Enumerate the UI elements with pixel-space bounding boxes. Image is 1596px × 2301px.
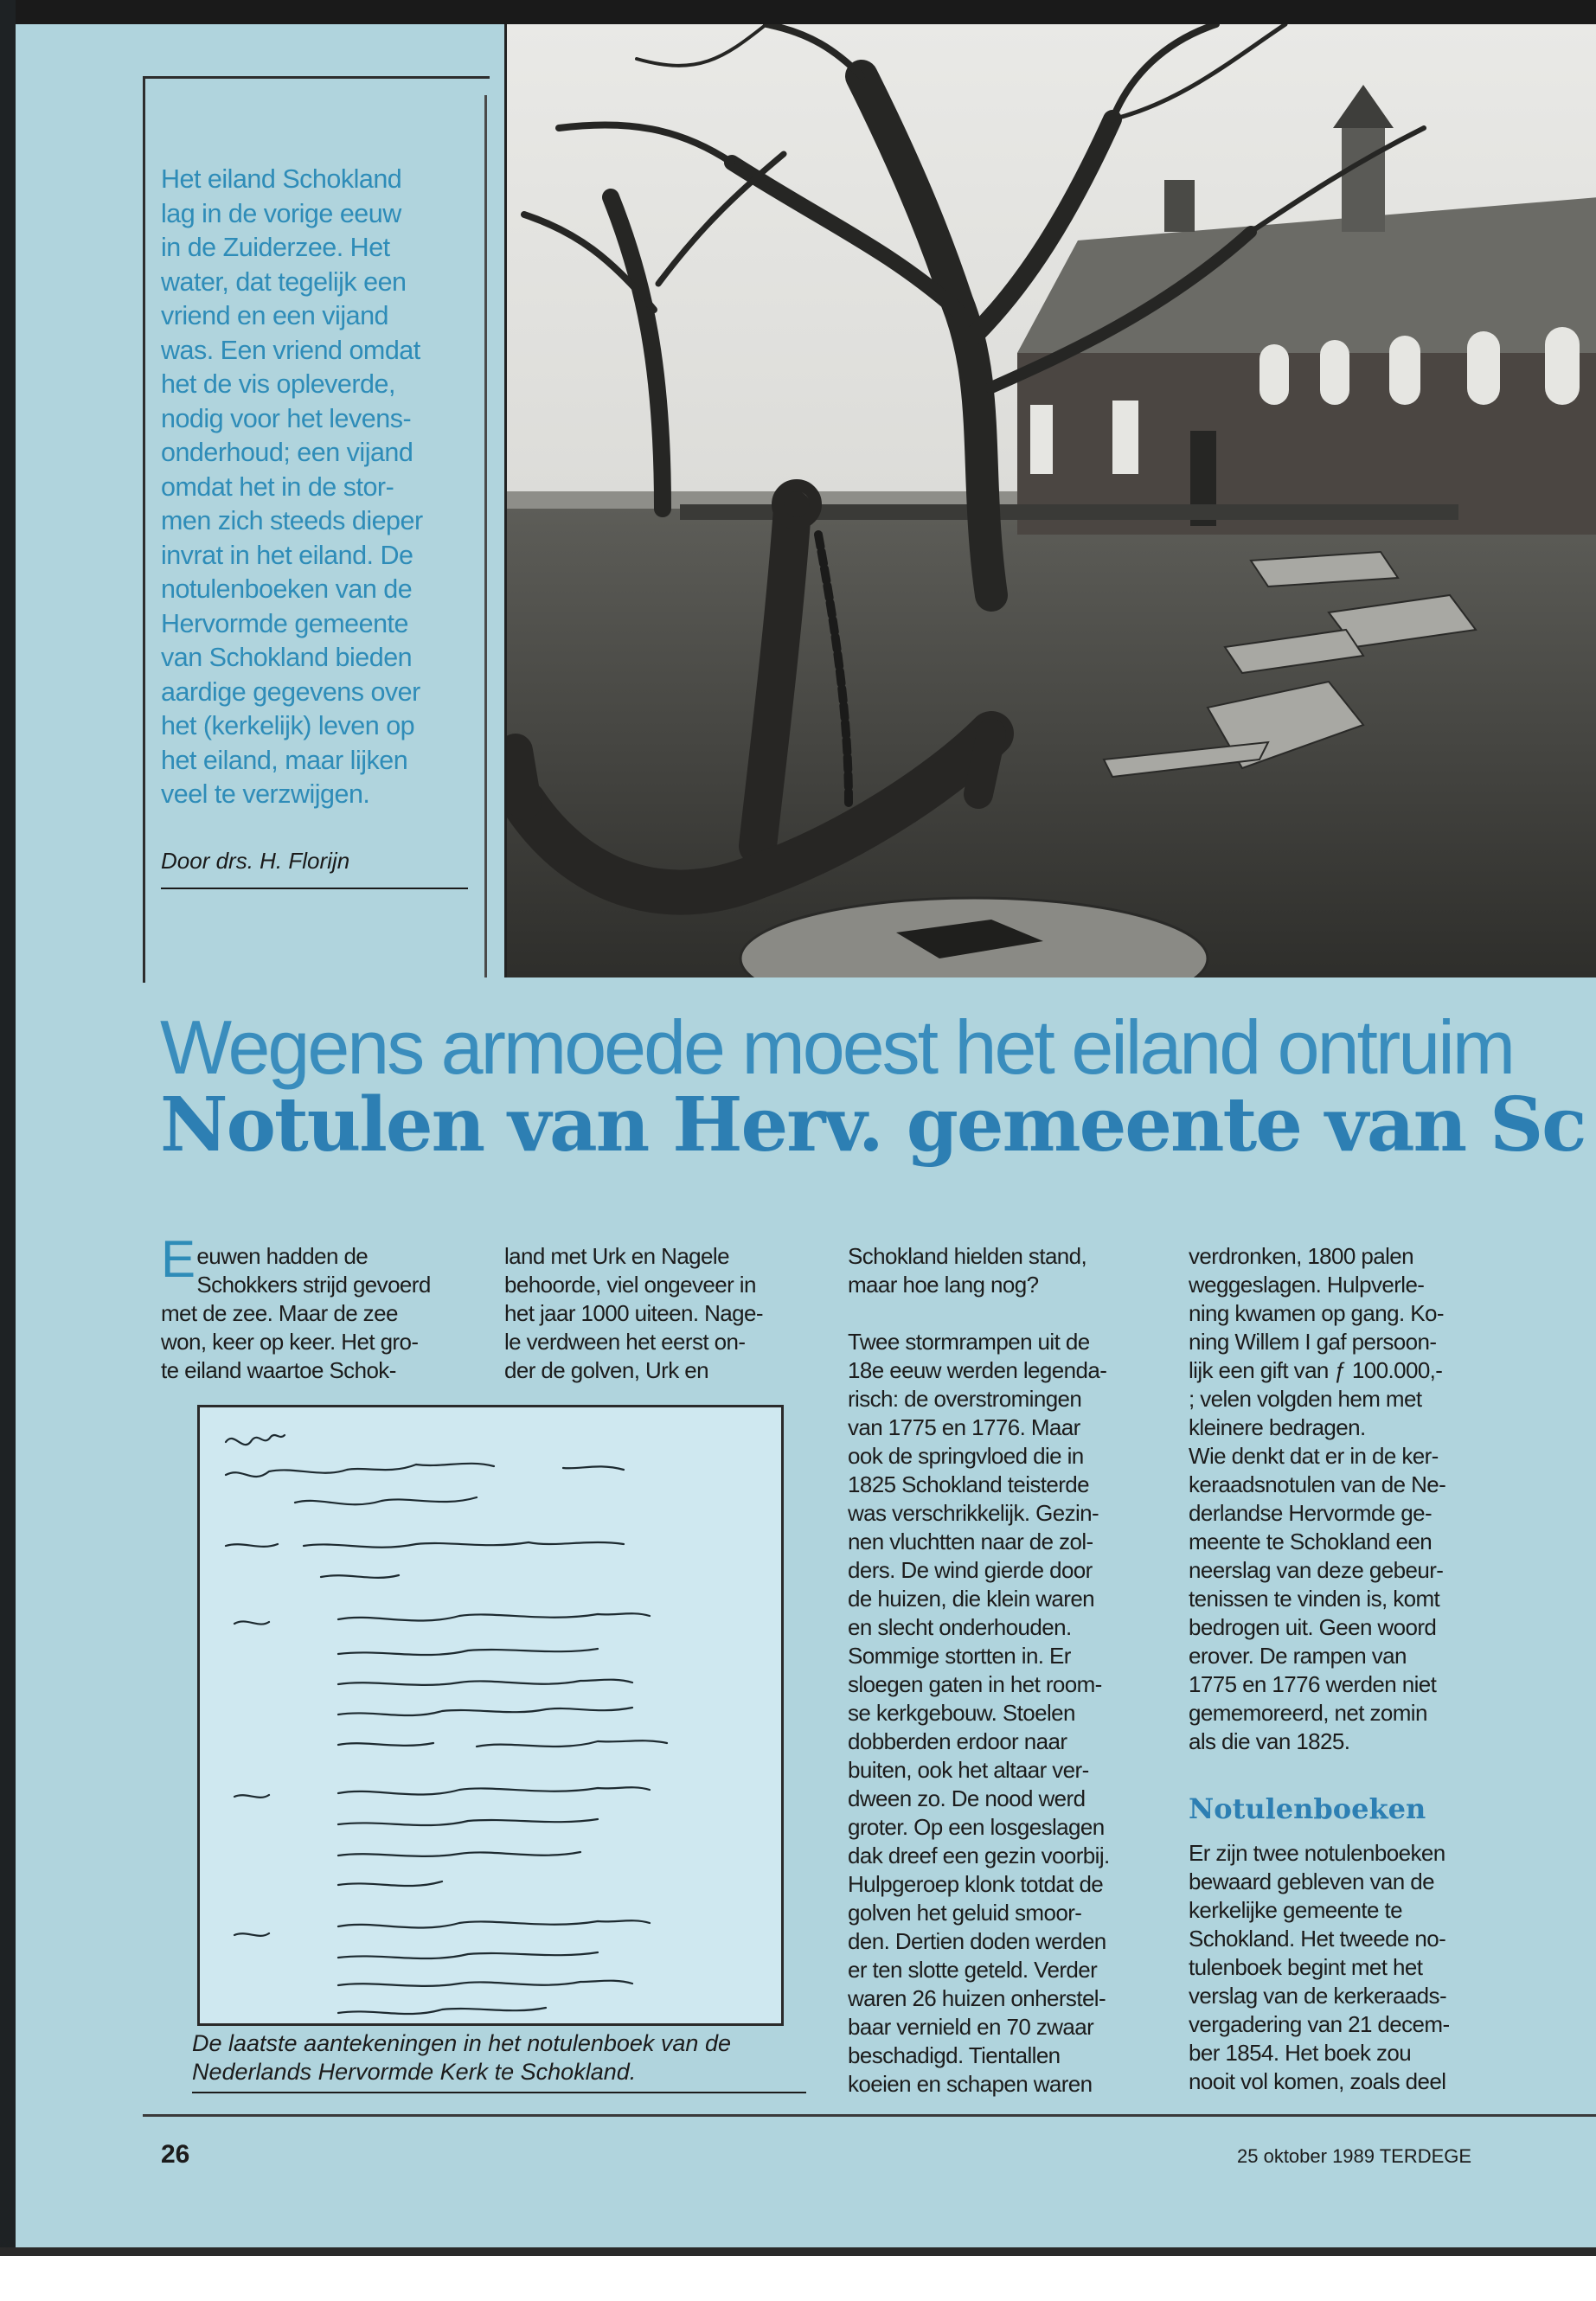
column-line: Sommige stortten in. Er bbox=[848, 1643, 1071, 1669]
column-line: kleinere bedragen. bbox=[1189, 1414, 1366, 1440]
column-line: euwen hadden de bbox=[196, 1243, 369, 1269]
column-line: baar vernield en 70 zwaar bbox=[848, 2014, 1094, 2040]
column-line: Schokkers strijd gevoerd bbox=[196, 1272, 431, 1298]
column-line: 1775 en 1776 werden niet bbox=[1189, 1671, 1437, 1697]
intro-line: het eiland, maar lijken bbox=[161, 745, 408, 775]
drop-cap: E bbox=[161, 1230, 195, 1288]
intro-line: aardige gegevens over bbox=[161, 676, 420, 707]
column-line: verslag van de kerkeraads- bbox=[1189, 1983, 1446, 2009]
intro-line: in de Zuiderzee. Het bbox=[161, 233, 390, 262]
column-line: ders. De wind gierde door bbox=[848, 1557, 1093, 1583]
column-line: nooit vol komen, zoals deel bbox=[1189, 2068, 1446, 2094]
intro-text bbox=[161, 163, 479, 812]
column-line: te eiland waartoe Schok- bbox=[161, 1357, 396, 1383]
column-line: ook de springvloed die in bbox=[848, 1443, 1084, 1469]
scan-bottom-margin bbox=[0, 2247, 1596, 2301]
article-column-4-continued bbox=[1189, 1839, 1493, 2096]
footer-rule bbox=[143, 2114, 1596, 2117]
intro-line: onderhoud; een vijand bbox=[161, 438, 413, 467]
manuscript-caption: De laatste aantekeningen in het notulenboek van de Nederlands Hervormde Kerk te Schokland. bbox=[192, 2030, 731, 2085]
intro-line: Hervormde gemeente bbox=[161, 608, 408, 638]
column-line: gememoreerd, net zomin bbox=[1189, 1700, 1427, 1726]
column-line: den. Dertien doden werden bbox=[848, 1928, 1106, 1954]
intro-line: nodig voor het levens- bbox=[161, 403, 412, 433]
column-line: nen vluchtten naar de zol- bbox=[848, 1529, 1093, 1554]
intro-box-divider bbox=[484, 95, 487, 977]
column-line: Er zijn twee notulenboeken bbox=[1189, 1840, 1445, 1866]
column-line: golven het geluid smoor- bbox=[848, 1900, 1082, 1926]
article-column-4 bbox=[1189, 1242, 1493, 1756]
kicker-headline: Wegens armoede moest het eiland ontruim bbox=[160, 1004, 1514, 1090]
intro-line: veel te verzwijgen. bbox=[161, 779, 370, 809]
column-line bbox=[848, 1299, 1159, 1328]
article-column-3 bbox=[848, 1242, 1159, 2099]
article-column-1 bbox=[161, 1230, 464, 1385]
column-line: beschadigd. Tientallen bbox=[848, 2042, 1061, 2068]
anchor-church-photo bbox=[504, 24, 1596, 977]
intro-line: Het eiland Schokland bbox=[161, 164, 402, 194]
intro-line: het (kerkelijk) leven op bbox=[161, 711, 415, 740]
intro-line: invrat in het eiland. De bbox=[161, 540, 413, 570]
column-line: derlandse Hervormde ge- bbox=[1189, 1500, 1433, 1526]
column-line: was verschrikkelijk. Gezin- bbox=[848, 1500, 1099, 1526]
caption-rule bbox=[192, 2092, 806, 2093]
main-headline: Notulen van Herv. gemeente van Sc bbox=[160, 1081, 1586, 1169]
issue-line: 25 oktober 1989 TERDEGE bbox=[1237, 2145, 1472, 2167]
intro-line: van Schokland bieden bbox=[161, 643, 413, 672]
column-line: weggeslagen. Hulpverle- bbox=[1189, 1272, 1425, 1298]
article-column-2 bbox=[504, 1242, 816, 1385]
column-line: land met Urk en Nagele bbox=[504, 1243, 729, 1269]
column-line: sloegen gaten in het room- bbox=[848, 1671, 1102, 1697]
column-line: bedrogen uit. Geen woord bbox=[1189, 1614, 1437, 1640]
column-line: le verdween het eerst on- bbox=[504, 1329, 746, 1355]
column-line: ning kwamen op gang. Ko- bbox=[1189, 1300, 1444, 1326]
column-line: lijk een gift van ƒ 100.000,- bbox=[1189, 1357, 1443, 1383]
column-line: der de golven, Urk en bbox=[504, 1357, 708, 1383]
column-line: tenissen te vinden is, komt bbox=[1189, 1586, 1440, 1612]
column-line: ber 1854. Het boek zou bbox=[1189, 2040, 1412, 2066]
column-line: waren 26 huizen onherstel- bbox=[848, 1985, 1106, 2011]
column-line: als die van 1825. bbox=[1189, 1728, 1350, 1754]
column-line: Twee stormrampen uit de bbox=[848, 1329, 1090, 1355]
byline-rule bbox=[161, 888, 468, 889]
column-line: ; velen volgden hem met bbox=[1189, 1386, 1422, 1412]
column-line: Wie denkt dat er in de ker- bbox=[1189, 1443, 1439, 1469]
photo-illustration bbox=[507, 24, 1596, 977]
column-line: van 1775 en 1776. Maar bbox=[848, 1414, 1080, 1440]
column-line: risch: de overstromingen bbox=[848, 1386, 1082, 1412]
manuscript-image bbox=[197, 1405, 784, 2026]
column-line: erover. De rampen van bbox=[1189, 1643, 1407, 1669]
column-line: er ten slotte geteld. Verder bbox=[848, 1957, 1098, 1983]
intro-line: omdat het in de stor- bbox=[161, 471, 394, 502]
column-line: met de zee. Maar de zee bbox=[161, 1300, 398, 1326]
intro-line: het de vis opleverde, bbox=[161, 369, 395, 399]
column-line: bewaard gebleven van de bbox=[1189, 1868, 1434, 1894]
column-line: dak dreef een gezin voorbij. bbox=[848, 1843, 1110, 1868]
column-line: dobberden erdoor naar bbox=[848, 1728, 1067, 1754]
byline: Door drs. H. Florijn bbox=[161, 848, 350, 874]
column-line: tulenboek begint met het bbox=[1189, 1954, 1423, 1980]
column-line: Schokland hielden stand, bbox=[848, 1243, 1087, 1269]
column-line: koeien en schapen waren bbox=[848, 2071, 1093, 2097]
column-line: Schokland. Het tweede no- bbox=[1189, 1926, 1446, 1952]
column-line: keraadsnotulen van de Ne- bbox=[1189, 1471, 1446, 1497]
intro-line: was. Een vriend omdat bbox=[161, 335, 420, 365]
column-line: vergadering van 21 decem- bbox=[1189, 2011, 1450, 2037]
column-line: en slecht onderhouden. bbox=[848, 1614, 1072, 1640]
column-line: won, keer op keer. Het gro- bbox=[161, 1329, 419, 1355]
column-line: 18e eeuw werden legenda- bbox=[848, 1357, 1107, 1383]
column-line: buiten, ook het altaar ver- bbox=[848, 1757, 1089, 1783]
column-line: neerslag van deze gebeur- bbox=[1189, 1557, 1444, 1583]
column-line: se kerkgebouw. Stoelen bbox=[848, 1700, 1075, 1726]
top-edge-bar bbox=[0, 0, 1596, 24]
column-line: het jaar 1000 uiteen. Nage- bbox=[504, 1300, 763, 1326]
intro-line: water, dat tegelijk een bbox=[161, 266, 407, 297]
column-line: meente te Schokland een bbox=[1189, 1529, 1433, 1554]
column-line: kerkelijke gemeente te bbox=[1189, 1897, 1402, 1923]
column-line: groter. Op een losgeslagen bbox=[848, 1814, 1105, 1840]
subheading-notulenboeken: Notulenboeken bbox=[1189, 1792, 1426, 1825]
column-line: 1825 Schokland teisterde bbox=[848, 1471, 1090, 1497]
column-line: behoorde, viel ongeveer in bbox=[504, 1272, 756, 1298]
column-line: dween zo. De nood werd bbox=[848, 1785, 1086, 1811]
intro-line: men zich steeds dieper bbox=[161, 506, 423, 535]
handwriting-illustration bbox=[200, 1407, 781, 2023]
column-line: maar hoe lang nog? bbox=[848, 1272, 1039, 1298]
page-number: 26 bbox=[161, 2140, 190, 2169]
column-line: de huizen, die klein waren bbox=[848, 1586, 1095, 1612]
intro-line: notulenboeken van de bbox=[161, 574, 413, 604]
scan-edge bbox=[0, 2247, 1596, 2256]
left-edge-bar bbox=[0, 0, 16, 2301]
intro-line: lag in de vorige eeuw bbox=[161, 198, 401, 228]
column-line: verdronken, 1800 palen bbox=[1189, 1243, 1414, 1269]
column-line: Hulpgeroep klonk totdat de bbox=[848, 1871, 1104, 1897]
column-line: ning Willem I gaf persoon- bbox=[1189, 1329, 1437, 1355]
intro-line: vriend en een vijand bbox=[161, 301, 388, 330]
